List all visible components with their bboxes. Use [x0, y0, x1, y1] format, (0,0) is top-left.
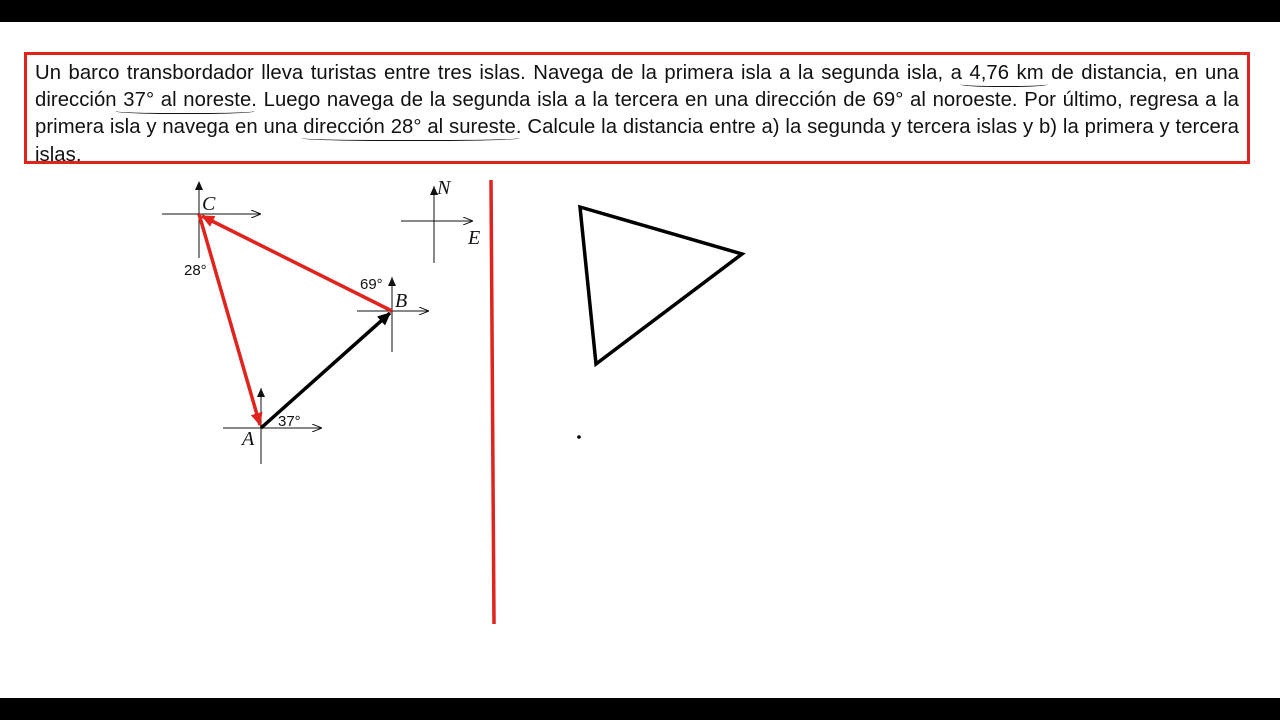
angle-a-label: 37° [278, 413, 301, 430]
point-c-label: C [202, 193, 216, 215]
problem-text-part1: Un barco transbordador lleva turistas entre tres islas. Navega de la primera isla a la segunda isla, a [35, 62, 962, 84]
direction-37-highlight: 37° al noreste [116, 89, 252, 112]
axes-at-a [223, 388, 321, 464]
stray-dot [577, 435, 581, 439]
compass-north-label: N [437, 177, 451, 199]
distance-highlight: 4,76 km [961, 62, 1044, 84]
point-a-label: A [242, 428, 255, 450]
problem-text-part4: . Calcule la distancia entre a) la segunda y tercera islas y b) la primera y tercera islas. [35, 116, 1245, 166]
vector-c-to-a [199, 214, 260, 425]
triangle-sketch [580, 207, 742, 364]
angle-b-label: 69° [360, 276, 383, 293]
letterbox-bottom [0, 698, 1280, 720]
divider-line [491, 180, 494, 624]
direction-28-highlight: dirección 28° al sureste [303, 116, 516, 139]
angle-c-label: 28° [184, 262, 207, 279]
vector-b-to-c [202, 216, 392, 311]
compass-east-label: E [468, 227, 481, 249]
problem-text-part3: . Luego navega de la segunda isla a la tercera en una dirección de 69° al noroeste. Por último, regresa a la primera isla y navega en una [35, 89, 1245, 139]
point-b-label: B [395, 290, 408, 312]
problem-text-part2: de distancia, en una dirección [35, 62, 1245, 112]
vector-a-to-b [261, 313, 390, 428]
